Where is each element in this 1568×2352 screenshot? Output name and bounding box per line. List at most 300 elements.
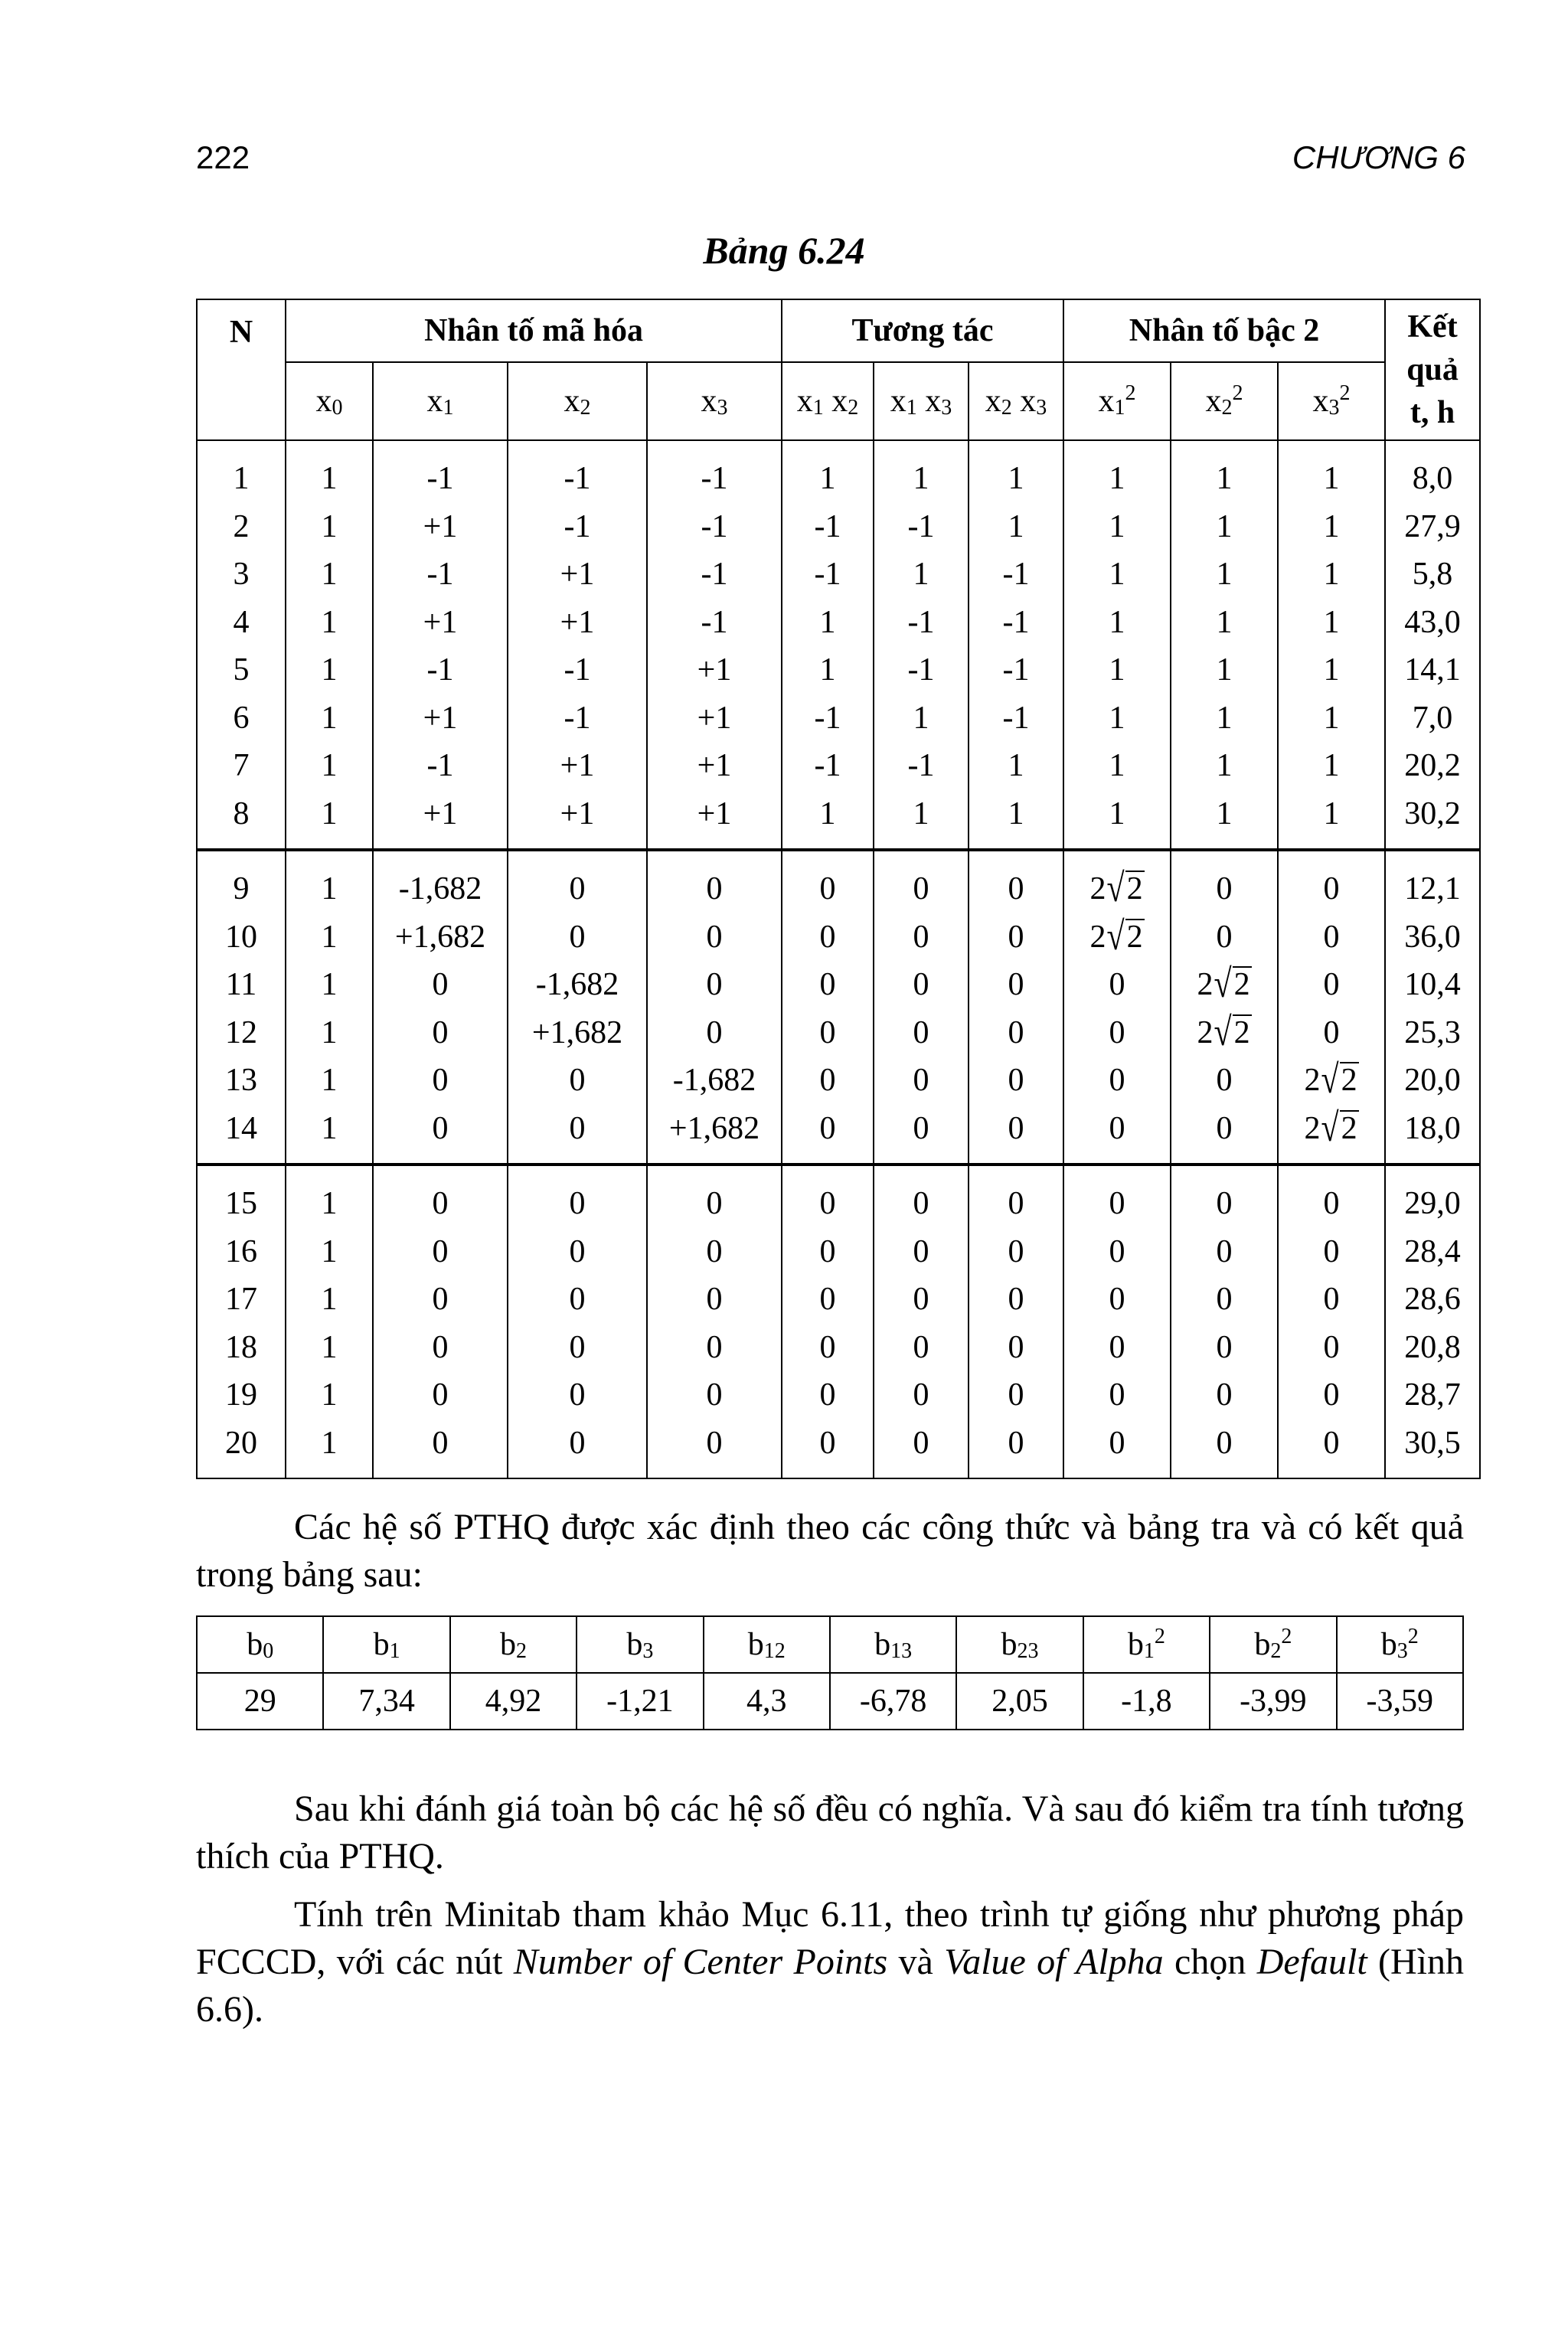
table-cell: +1 [373,599,508,647]
table-row [197,1419,1480,1479]
table-cell: 0 [874,1276,969,1324]
table-cell: 2 [197,503,286,551]
table-cell: 2√2 [1063,913,1171,962]
header-coded-factors: Nhân tố mã hóa [286,299,782,362]
table-cell: 0 [782,1009,874,1057]
table-cell: 0 [1278,1371,1385,1419]
table-cell: 1 [286,1057,373,1105]
table-cell: 0 [969,1057,1063,1105]
table-cell: 28,4 [1385,1228,1480,1276]
table-cell: 0 [874,961,969,1009]
table-cell: 6 [197,694,286,743]
table-cell: +1,682 [647,1105,782,1165]
table-cell: 1 [286,742,373,790]
table-cell: 0 [874,1165,969,1228]
table-cell: +1 [373,694,508,743]
table-cell: 7,0 [1385,694,1480,743]
table-cell: 1 [1278,550,1385,599]
table-cell: 1 [1278,503,1385,551]
table-cell: 0 [782,1228,874,1276]
table-cell: -1,682 [508,961,647,1009]
table-cell: -1 [874,742,969,790]
table-cell: -1 [508,694,647,743]
table-cell: 0 [1063,1371,1171,1419]
table-cell: 0 [647,1324,782,1372]
table-cell: 1 [1278,742,1385,790]
table-row [197,790,1480,851]
coef-header-cell: b2 [450,1616,577,1673]
table-row [197,1057,1480,1105]
table-cell: -1 [508,440,647,503]
table-cell: 1 [874,550,969,599]
table-cell: 29,0 [1385,1165,1480,1228]
table-cell: 1 [286,440,373,503]
table-cell: 1 [286,599,373,647]
table-cell: 0 [508,850,647,913]
table-cell: 0 [647,1371,782,1419]
coef-header-cell: b0 [197,1616,323,1673]
table-cell: 1 [1063,694,1171,743]
table-cell: -1 [508,646,647,694]
coef-header-cell: $b1^2$ [1083,1616,1210,1673]
table-cell: -1 [969,599,1063,647]
table-cell: 0 [647,961,782,1009]
table-cell: 0 [1171,1057,1278,1105]
table-cell: 2√2 [1278,1057,1385,1105]
table-cell: 1 [1063,550,1171,599]
table-cell: 0 [647,1009,782,1057]
table-cell: 1 [286,1371,373,1419]
table-row [197,1228,1480,1276]
table-cell: 1 [286,694,373,743]
table-cell: 1 [286,1276,373,1324]
table-cell: 2√2 [1063,850,1171,913]
table-cell: 20 [197,1419,286,1479]
table-row [197,550,1480,599]
table-cell: 0 [373,1276,508,1324]
table-cell: 0 [373,1009,508,1057]
table-cell: -1 [969,694,1063,743]
table-cell: 1 [286,961,373,1009]
table-cell: -1 [373,742,508,790]
table-cell: 0 [373,1057,508,1105]
table-cell: 5 [197,646,286,694]
coef-value-cell: -1,21 [577,1673,703,1730]
table-cell: 0 [969,1165,1063,1228]
table-cell: -1 [782,694,874,743]
coef-value-row [197,1673,1463,1730]
coef-value-cell: 29 [197,1673,323,1730]
table-cell: 0 [1171,1324,1278,1372]
table-cell: 0 [647,1228,782,1276]
table-cell: -1 [647,599,782,647]
table-row [197,1371,1480,1419]
table-cell: 1 [286,1009,373,1057]
table-cell: 0 [1063,1324,1171,1372]
table-cell: 1 [197,440,286,503]
table-cell: 0 [874,1105,969,1165]
table-cell: 30,2 [1385,790,1480,851]
table-row [197,1324,1480,1372]
table-cell: 0 [373,1324,508,1372]
table-row [197,1165,1480,1228]
header-x0: x0 [286,362,373,440]
table-row [197,503,1480,551]
table-cell: 4 [197,599,286,647]
table-cell: 43,0 [1385,599,1480,647]
paragraph-minitab: Tính trên Minitab tham khảo Mục 6.11, theo trình tự giống như phương pháp FCCCD, với các nút Number of Center Points và Value of Alpha chọn Default (Hình 6.6). [196,1894,1465,2030]
table-cell: -1 [508,503,647,551]
coef-header-cell: b3 [577,1616,703,1673]
table-cell: 1 [1171,440,1278,503]
table-cell: 0 [874,1419,969,1479]
table-cell: -1 [874,599,969,647]
table-cell: 1 [286,646,373,694]
table-row [197,1276,1480,1324]
table-cell: -1 [969,646,1063,694]
table-cell: 0 [1278,1276,1385,1324]
coef-value-cell: 2,05 [956,1673,1083,1730]
table-row [197,913,1480,962]
table-cell: -1 [647,440,782,503]
table-cell: -1 [373,440,508,503]
coef-header-cell: b12 [704,1616,830,1673]
table-cell: 16 [197,1228,286,1276]
table-cell: 1 [969,742,1063,790]
table-cell: -1 [782,742,874,790]
table-cell: -1 [782,503,874,551]
table-cell: +1 [508,742,647,790]
table-cell: 5,8 [1385,550,1480,599]
table-cell: 2√2 [1278,1105,1385,1165]
table-cell: 0 [508,913,647,962]
table-cell: 1 [286,503,373,551]
table-cell: 0 [969,1419,1063,1479]
table-cell: 36,0 [1385,913,1480,962]
table-cell: 15 [197,1165,286,1228]
table-cell: 1 [1171,790,1278,851]
table-cell: 1 [286,550,373,599]
table-cell: 1 [286,1419,373,1479]
table-cell: -1 [647,503,782,551]
coef-value-cell: -1,8 [1083,1673,1210,1730]
table-cell: 17 [197,1276,286,1324]
coef-value-cell: -3,99 [1210,1673,1336,1730]
table-cell: -1 [874,646,969,694]
table-cell: 1 [286,1228,373,1276]
table-cell: 0 [969,850,1063,913]
table-cell: 1 [286,790,373,851]
table-cell: 0 [373,1105,508,1165]
table-cell: 28,6 [1385,1276,1480,1324]
table-cell: 1 [1063,440,1171,503]
table-cell: -1 [782,550,874,599]
table-cell: 0 [1063,1105,1171,1165]
table-cell: 0 [647,850,782,913]
table-row [197,440,1480,503]
table-cell: 1 [1278,599,1385,647]
table-cell: 0 [874,1057,969,1105]
table-cell: -1 [874,503,969,551]
table-cell: 1 [969,503,1063,551]
table-cell: 2√2 [1171,961,1278,1009]
table-cell: 0 [874,1009,969,1057]
table-cell: 0 [508,1165,647,1228]
table-cell: 0 [1278,913,1385,962]
paragraph-coefficients: Các hệ số PTHQ được xác định theo các công thức và bảng tra và có kết quả trong bảng sau: [196,1507,1464,1595]
table-cell: 0 [782,1419,874,1479]
table-cell: 1 [782,646,874,694]
table-cell: +1 [508,599,647,647]
table-cell: 0 [782,1165,874,1228]
coef-header-cell: b1 [323,1616,449,1673]
table-cell: 0 [508,1228,647,1276]
table-cell: 14 [197,1105,286,1165]
table-cell: 0 [874,1228,969,1276]
table-cell: 0 [1278,1419,1385,1479]
table-cell: 0 [874,1371,969,1419]
table-cell: 9 [197,850,286,913]
page-number: 222 [196,139,250,175]
header-n: N [197,299,286,440]
header-x1x2: x1 x2 [782,362,874,440]
table-cell: 0 [969,1276,1063,1324]
table-cell: 0 [1171,1105,1278,1165]
table-cell: 0 [969,1371,1063,1419]
table-cell: 0 [1278,1009,1385,1057]
table-cell: 0 [874,850,969,913]
table-cell: 28,7 [1385,1371,1480,1419]
table-cell: 0 [1278,961,1385,1009]
header-x1-squared: $x1^2$ [1063,362,1171,440]
table-cell: 0 [1171,1276,1278,1324]
coef-header-cell: $b2^2$ [1210,1616,1336,1673]
table-cell: 0 [1063,1165,1171,1228]
table-cell: -1 [969,550,1063,599]
factorial-group [197,440,1480,850]
coef-value-cell: 4,92 [450,1673,577,1730]
table-cell: 0 [1171,1165,1278,1228]
coef-value-cell: 4,3 [704,1673,830,1730]
table-cell: 0 [1063,1419,1171,1479]
table-cell: 1 [1278,694,1385,743]
table-cell: 0 [508,1276,647,1324]
table-cell: 1 [1278,646,1385,694]
header-x1: x1 [373,362,508,440]
table-cell: 0 [1063,1009,1171,1057]
table-caption: Bảng 6.24 [703,229,865,272]
table-cell: 10,4 [1385,961,1480,1009]
table-cell: 0 [1171,1371,1278,1419]
paragraph-evaluation: Sau khi đánh giá toàn bộ các hệ số đều có nghĩa. Và sau đó kiểm tra tính tương thích của PTHQ. [196,1788,1464,1877]
table-cell: 0 [1278,850,1385,913]
header-interactions: Tương tác [782,299,1063,362]
axial-group [197,850,1480,1165]
center-group [197,1165,1480,1478]
table-cell: 1 [1063,599,1171,647]
table-cell: 0 [782,1105,874,1165]
table-row [197,646,1480,694]
table-cell: 18,0 [1385,1105,1480,1165]
table-row [197,742,1480,790]
table-cell: 20,2 [1385,742,1480,790]
table-row [197,961,1480,1009]
table-cell: 0 [508,1324,647,1372]
table-cell: +1 [647,694,782,743]
table-cell: 0 [782,1324,874,1372]
table-cell: -1 [373,646,508,694]
table-row [197,1105,1480,1165]
table-cell: 1 [1171,646,1278,694]
table-cell: 1 [1063,742,1171,790]
table-cell: 12,1 [1385,850,1480,913]
table-cell: -1,682 [647,1057,782,1105]
table-row [197,1009,1480,1057]
header-x2: x2 [508,362,647,440]
table-cell: 25,3 [1385,1009,1480,1057]
table-cell: 0 [782,961,874,1009]
table-cell: +1,682 [508,1009,647,1057]
table-cell: 1 [1278,790,1385,851]
table-cell: 0 [1171,913,1278,962]
table-cell: 0 [647,1276,782,1324]
table-cell: +1 [647,790,782,851]
coef-header-cell: $b3^2$ [1337,1616,1463,1673]
table-cell: 1 [1171,550,1278,599]
table-cell: 0 [782,850,874,913]
table-cell: 0 [782,1057,874,1105]
table-cell: 0 [373,1165,508,1228]
table-row [197,694,1480,743]
table-cell: 0 [1278,1324,1385,1372]
coef-value-cell: -6,78 [830,1673,956,1730]
table-cell: 0 [373,1371,508,1419]
table-cell: 1 [969,440,1063,503]
table-cell: 1 [1171,599,1278,647]
table-cell: 0 [647,913,782,962]
table-cell: 8 [197,790,286,851]
coef-header-cell: b23 [956,1616,1083,1673]
table-cell: 0 [1171,850,1278,913]
design-matrix-table [196,299,1481,1479]
table-cell: 10 [197,913,286,962]
table-cell: +1 [647,646,782,694]
table-cell: 0 [1063,961,1171,1009]
table-cell: 1 [1063,790,1171,851]
table-cell: 0 [373,1228,508,1276]
table-cell: -1 [647,550,782,599]
table-cell: 0 [508,1057,647,1105]
table-cell: 1 [1171,503,1278,551]
table-cell: 0 [1063,1276,1171,1324]
table-cell: 1 [286,1324,373,1372]
table-cell: +1,682 [373,913,508,962]
header-x2-squared: $x2^2$ [1171,362,1278,440]
table-cell: 1 [969,790,1063,851]
table-cell: 0 [1171,1228,1278,1276]
table-cell: 1 [286,850,373,913]
table-cell: 0 [969,1105,1063,1165]
table-cell: +1 [508,790,647,851]
header-result: Kết quả t, h [1385,299,1480,440]
header-x2x3: x2 x3 [969,362,1063,440]
table-cell: 0 [508,1105,647,1165]
table-cell: 0 [969,1324,1063,1372]
table-cell: 1 [1171,742,1278,790]
table-cell: 0 [1063,1057,1171,1105]
table-cell: 1 [874,790,969,851]
table-cell: 1 [874,694,969,743]
table-cell: 18 [197,1324,286,1372]
table-cell: 8,0 [1385,440,1480,503]
table-cell: 1 [1278,440,1385,503]
table-cell: 0 [969,961,1063,1009]
table-cell: 1 [1171,694,1278,743]
table-cell: 3 [197,550,286,599]
table-cell: 0 [1278,1165,1385,1228]
table-cell: 1 [782,599,874,647]
table-cell: 0 [373,961,508,1009]
table-cell: 0 [782,913,874,962]
chapter-title: CHƯƠNG 6 [1292,139,1465,175]
table-cell: 27,9 [1385,503,1480,551]
table-cell: +1 [647,742,782,790]
table-cell: 1 [286,913,373,962]
coef-value-cell: -3,59 [1337,1673,1463,1730]
table-cell: 1 [782,440,874,503]
table-cell: 19 [197,1371,286,1419]
coef-header-cell: b13 [830,1616,956,1673]
table-cell: 0 [782,1276,874,1324]
table-cell: 11 [197,961,286,1009]
table-cell: 0 [1278,1228,1385,1276]
table-cell: 0 [1063,1228,1171,1276]
table-cell: 14,1 [1385,646,1480,694]
table-cell: 0 [1171,1419,1278,1479]
table-cell: 1 [286,1105,373,1165]
table-cell: 13 [197,1057,286,1105]
table-cell: 2√2 [1171,1009,1278,1057]
table-cell: 30,5 [1385,1419,1480,1479]
table-cell: 0 [782,1371,874,1419]
table-cell: 0 [508,1419,647,1479]
table-cell: 1 [1063,646,1171,694]
header-x3-squared: $x3^2$ [1278,362,1385,440]
table-cell: 0 [969,1009,1063,1057]
table-cell: 7 [197,742,286,790]
table-cell: +1 [373,503,508,551]
table-cell: 0 [508,1371,647,1419]
coefficient-table [196,1615,1464,1730]
table-cell: 0 [969,913,1063,962]
table-cell: -1 [373,550,508,599]
table-cell: +1 [373,790,508,851]
table-cell: 0 [647,1165,782,1228]
table-cell: 12 [197,1009,286,1057]
table-cell: -1,682 [373,850,508,913]
table-cell: 0 [373,1419,508,1479]
table-cell: +1 [508,550,647,599]
table-cell: 1 [286,1165,373,1228]
table-cell: 0 [969,1228,1063,1276]
table-row [197,599,1480,647]
coef-value-cell: 7,34 [323,1673,449,1730]
table-cell: 0 [874,913,969,962]
table-cell: 20,8 [1385,1324,1480,1372]
table-cell: 1 [1063,503,1171,551]
table-cell: 0 [874,1324,969,1372]
header-x3: x3 [647,362,782,440]
